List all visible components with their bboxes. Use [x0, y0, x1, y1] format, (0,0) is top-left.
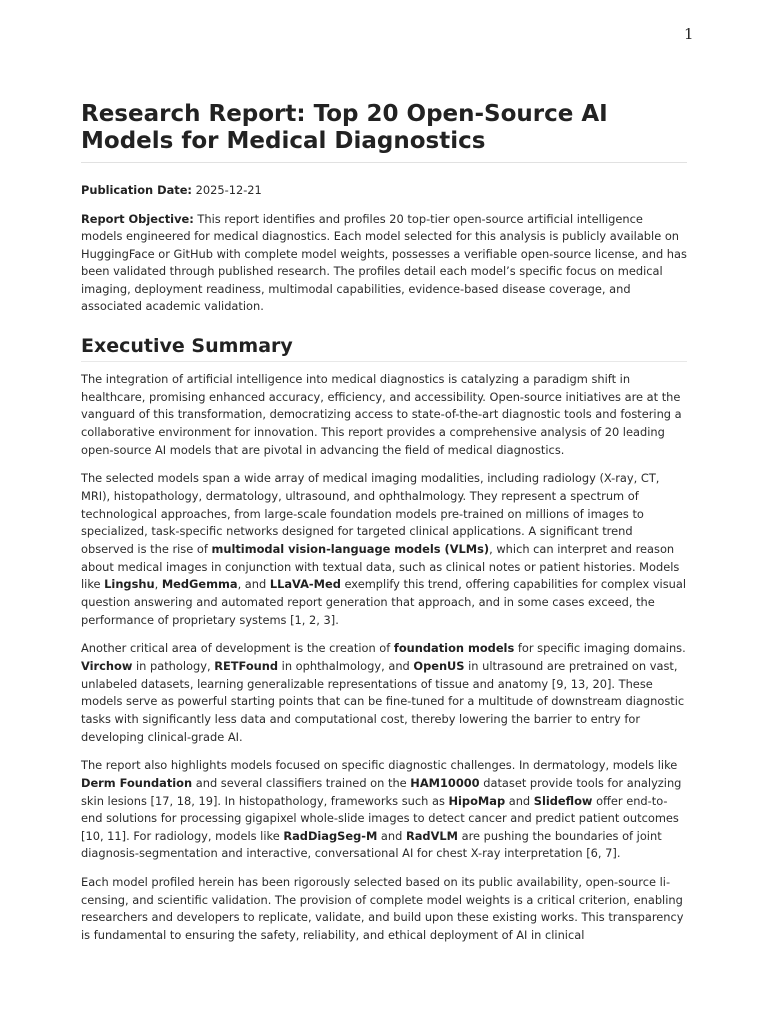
- paragraph-text: and: [377, 828, 406, 843]
- paragraph-text: are pushing the boundaries of joint diagnosis-segmentation and interactive, conversational AI for chest X-ray interpretation [6, 7].: [81, 828, 662, 861]
- paragraph-text: in ultrasound are pretrained on vast, unlabeled datasets, learning generalizable representations of tissue and anatomy [9, 13, 20]. These models serve as powerful starting points that can be fine-tuned for a multitude of downstream diagnostic tasks with significantly less data and computational cost, thereby lowering the barrier to entry for developing clinical-grade AI.: [81, 658, 685, 744]
- section-heading-executive-summary: Executive Summary: [81, 334, 687, 362]
- bold-term-slideflow: Slideflow: [533, 793, 593, 808]
- bold-term-radvlm: RadVLM: [405, 828, 458, 843]
- paragraph-text: , which can interpret and reason about medical images in conjunction with textual data, such as clinical notes or patient histories. Models like: [81, 541, 680, 592]
- bold-term-vlms: multimodal vision-language models (VLMs): [211, 541, 490, 556]
- page-number: 1: [684, 25, 694, 43]
- bold-term-openus: OpenUS: [413, 658, 465, 673]
- bold-term-virchow: Virchow: [81, 658, 133, 673]
- paragraph-text: in ophthalmology, and: [278, 658, 414, 673]
- paragraph-text: exemplify this trend, offering capabilities for complex visual question answering and automated report generation that approach, and in some cases exceed, the performance of proprietary systems [1, 2, 3].: [81, 577, 687, 627]
- report-objective: [81, 211, 687, 317]
- paragraph-1: The integration of artificial intelligence into medical diagnostics is catalyzing a paradigm shift in healthcare, promising enhanced accuracy, efficiency, and accessibility. Open-source initiatives are at the vanguard of this transformation, democratizing access to state-of-the-art diagnostic tools and fostering a collaborative environment for innovation. This report provides a comprehensive analysis of 20 leading open-source AI models that are pivotal in advancing the field of medical diagnostics.: [81, 372, 682, 457]
- paragraph-5: Each model profiled herein has been rigorously selected based on its public availability, open-source licensing, and scientific validation. The provision of complete model weights is a critical criterion, enabling researchers and developers to replicate, validate, and build upon these existing works. This transparency is fundamental to ensuring the safety, reliability, and ethical deployment of AI in clinical: [81, 875, 684, 943]
- paragraph-text: The report also highlights models focused on specific diagnostic challenges. In dermatology, models like: [81, 758, 678, 773]
- bold-term-retfound: RETFound: [214, 658, 279, 673]
- paragraph-text: for specific imaging domains.: [514, 641, 686, 656]
- paragraph-2: [81, 470, 687, 629]
- publication-date-value: 2025-12-21: [195, 183, 262, 197]
- report-objective-text: This report identifies and profiles 20 top-tier open-source artificial intelligence models engineered for medical diagnostics. Each model selected for this analysis is publicly available on HuggingFace or GitHub with complete model weights, possesses a verifiable open-source license, and has been validated through published research. The profiles detail each model’s specific focus on medical imaging, deployment readiness, multimodal capabilities, evidence-based disease coverage, and associated academic validation.: [81, 211, 687, 314]
- paragraph-text: and: [505, 793, 534, 808]
- paragraph-text: in pathology,: [132, 658, 215, 673]
- paragraph-text: Another critical area of development is the creation of: [81, 641, 394, 656]
- bold-term-hipomap: HipoMap: [448, 793, 506, 808]
- document-body: [81, 101, 687, 945]
- paragraph-text: and several classifiers trained on the: [192, 775, 411, 790]
- publication-date: [81, 182, 687, 200]
- paragraph-3: [81, 640, 687, 746]
- paragraph-text: dataset provide tools for analyzing skin lesions [17, 18, 19]. In histopathology, frameworks such as: [81, 775, 682, 808]
- paragraph-4: [81, 757, 687, 863]
- report-title: Research Report: Top 20 Open-Source AI Models for Medical Diagnostics: [81, 101, 687, 163]
- bold-term-lingshu: Lingshu: [104, 577, 155, 592]
- bold-term-medgemma: MedGemma: [161, 577, 238, 592]
- paragraph-text: ,: [154, 577, 162, 592]
- bold-term-raddiagseg-m: RadDiagSeg-M: [283, 828, 378, 843]
- paragraph-text: The selected models span a wide array of medical imaging modalities, including radiology (X-ray, CT, MRI), histopathology, dermatology, ultrasound, and ophthalmology. They represent a spectrum of technological approaches, from large-scale foundation models pre-trained on millions of images to specialized, task-specific networks designed for targeted clinical applications. A significant trend observed is the rise of: [81, 471, 660, 556]
- bold-term-derm-foundation: Derm Foundation: [81, 775, 193, 790]
- report-objective-label: Report Objective:: [81, 211, 194, 226]
- bold-term-foundation-models: foundation models: [393, 641, 515, 656]
- bold-term-llava-med: LLaVA-Med: [269, 577, 341, 592]
- paragraph-text: offer end-to-end solutions for processing gigapixel whole-slide images to detect cancer and predict patient outcomes [10, 11]. For radiology, models like: [81, 793, 679, 843]
- publication-date-label: Publication Date:: [81, 183, 192, 197]
- paragraph-text: , and: [237, 577, 270, 592]
- bold-term-ham10000: HAM10000: [410, 775, 480, 790]
